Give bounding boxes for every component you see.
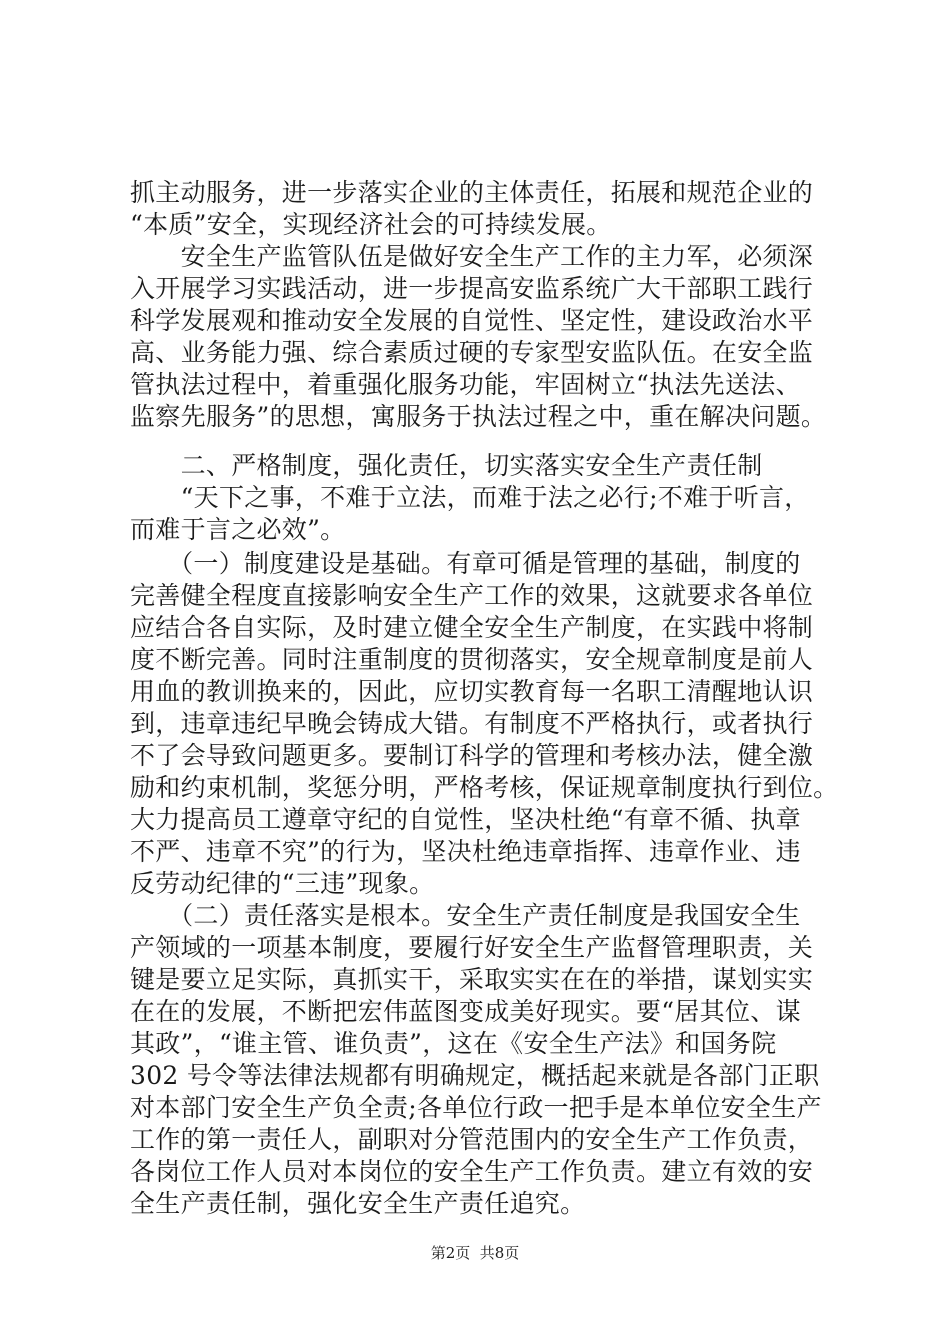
body-text-line: 产领域的一项基本制度，要履行好安全生产监督管理职责，关 [130,933,814,962]
body-text-line: 全生产责任制，强化安全生产责任追究。 [130,1189,586,1218]
body-text-line: 大力提高员工遵章守纪的自觉性，坚决杜绝“有章不循、执章 [130,805,801,834]
page-number-footer: 第2页 共8页 [430,1244,520,1262]
body-text-line: 反劳动纪律的“三违”现象。 [130,869,435,898]
body-text-line: “天下之事，不难于立法，而难于法之必行;不难于听言， [130,483,810,512]
body-text-line: 抓主动服务，进一步落实企业的主体责任，拓展和规范企业的 [130,178,814,207]
body-text-line: 监察先服务”的思想，寓服务于执法过程之中，重在解决问题。 [130,402,827,431]
body-text-line: 而难于言之必效”。 [130,515,346,544]
body-text-line: （二）责任落实是根本。安全生产责任制度是我国安全生 [130,901,801,930]
body-text-line: 在在的发展，不断把宏伟蓝图变成美好现实。要“居其位、谋 [130,997,801,1026]
body-text-line: 高、业务能力强、综合素质过硬的专家型安监队伍。在安全监 [130,338,814,367]
body-text-line: 到，违章违纪早晚会铸成大错。有制度不严格执行，或者执行 [130,709,814,738]
body-text-line: “本质”安全，实现经济社会的可持续发展。 [130,210,612,239]
body-text-line: 应结合各自实际，及时建立健全安全生产制度，在实践中将制 [130,613,814,642]
body-text-line: 安全生产监管队伍是做好安全生产工作的主力军，必须深 [130,242,814,271]
body-text-line: 完善健全程度直接影响安全生产工作的效果，这就要求各单位 [130,581,814,610]
body-text-line: 键是要立足实际，真抓实干，采取实实在在的举措，谋划实实 [130,965,814,994]
body-text-line: 不严、违章不究”的行为，坚决杜绝违章指挥、违章作业、违 [130,837,801,866]
body-text-line: 励和约束机制，奖惩分明，严格考核，保证规章制度执行到位。 [130,773,839,802]
body-text-line: （一）制度建设是基础。有章可循是管理的基础，制度的 [130,549,801,578]
body-text-line: 工作的第一责任人，副职对分管范围内的安全生产工作负责， [130,1125,814,1154]
body-text-line: 各岗位工作人员对本岗位的安全生产工作负责。建立有效的安 [130,1157,814,1186]
body-text-line: 不了会导致问题更多。要制订科学的管理和考核办法，健全激 [130,741,814,770]
body-text-line: 302 号令等法律法规都有明确规定，概括起来就是各部门正职 [130,1061,820,1090]
body-text-line: 用血的教训换来的，因此，应切实教育每一名职工清醒地认识 [130,677,814,706]
body-text-line: 对本部门安全生产负全责;各单位行政一把手是本单位安全生产 [130,1093,822,1122]
body-text-line: 入开展学习实践活动，进一步提高安监系统广大干部职工践行 [130,274,814,303]
body-text-line: 管执法过程中，着重强化服务功能，牢固树立“执法先送法、 [130,370,801,399]
section-heading: 二、严格制度，强化责任，切实落实安全生产责任制 [130,451,763,480]
body-text-line: 度不断完善。同时注重制度的贯彻落实，安全规章制度是前人 [130,645,814,674]
body-text-line: 其政”，“谁主管、谁负责”，这在《安全生产法》和国务院 [130,1029,777,1058]
body-text-line: 科学发展观和推动安全发展的自觉性、坚定性，建设政治水平 [130,306,814,335]
